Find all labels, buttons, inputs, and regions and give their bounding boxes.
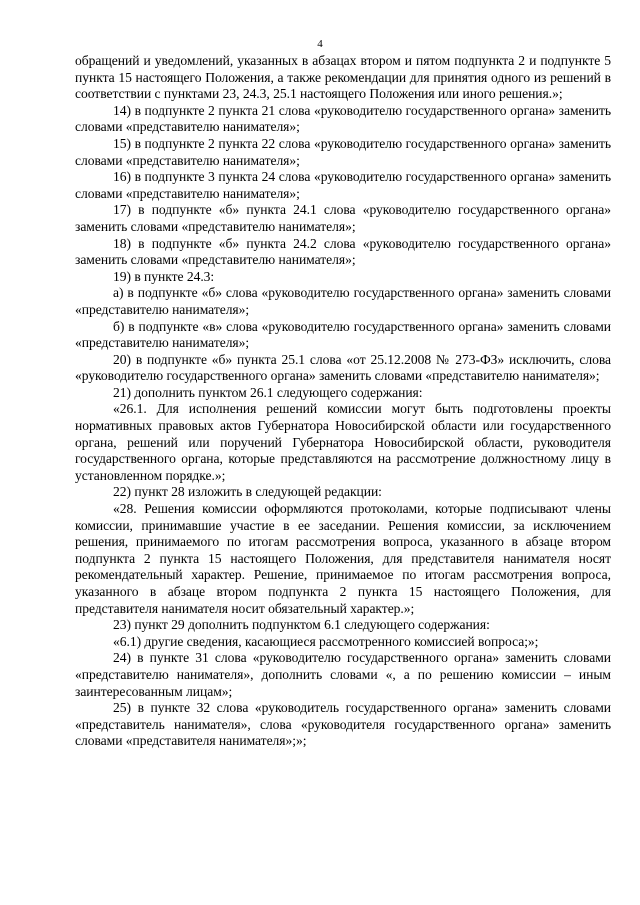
paragraph-item-21: 21) дополнить пунктом 26.1 следующего содержания: bbox=[113, 384, 423, 400]
paragraph-item-15: 15) в подпункте 2 пункта 22 слова «руководителю государственного органа» заменить словами «представителю нанимателя»; bbox=[75, 135, 611, 168]
paragraph-quote-28: «28. Решения комиссии оформляются протоколами, которые подписывают члены комиссии, принимавшие участие в ее заседании. Решения комиссии, за исключением решения, принимаемого по итогам рассмотрения вопроса, указанного в абзаце втором подпункта 2 пункта 15 настоящего Положения, для представителя нанимателя носят рекомендательный характер. Решение, принимаемое по итогам рассмотрения вопроса, указанного в абзаце втором подпункта 2 пункта 15 настоящего Положения, для представителя нанимателя носит обязательный характер.»; bbox=[75, 501, 611, 616]
paragraph-item-17: 17) в подпункте «б» пункта 24.1 слова «руководителю государственного органа» заменить словами «представителю нанимателя»; bbox=[75, 202, 611, 234]
document-body bbox=[75, 53, 611, 750]
paragraph-item-19: 19) в пункте 24.3: bbox=[113, 268, 215, 284]
paragraph-continuation: обращений и уведомлений, указанных в абзацах втором и пятом подпункта 2 и подпункте 5 пункта 15 настоящего Положения, а также рекомендации для принятия одного из решений в соответствии с пунктами 23, 24.3, 25.1 настоящего Положения или иного решения.»; bbox=[75, 53, 611, 102]
page-number: 4 bbox=[317, 38, 323, 50]
paragraph-quote-26-1: «26.1. Для исполнения решений комиссии могут быть подготовлены проекты нормативных правовых актов Губернатора Новосибирской области или государственного органа, решений или поручений Губернатора Новосибирской области, руководителя государственного органа, которые представляются на рассмотрение должностному лицу в установленном порядке.»; bbox=[75, 401, 611, 483]
paragraph-item-19a: а) в подпункте «б» слова «руководителю государственного органа» заменить словами «представителю нанимателя»; bbox=[75, 285, 611, 317]
paragraph-item-24: 24) в пункте 31 слова «руководителю государственного органа» заменить словами «представителю нанимателя», дополнить словами «, а по решению комиссии – иным заинтересованным лицам»; bbox=[75, 650, 611, 699]
paragraph-item-18: 18) в подпункте «б» пункта 24.2 слова «руководителю государственного органа» заменить словами «представителю нанимателя»; bbox=[75, 235, 611, 268]
paragraph-item-16: 16) в подпункте 3 пункта 24 слова «руководителю государственного органа» заменить словами «представителю нанимателя»; bbox=[75, 169, 611, 201]
paragraph-item-14: 14) в подпункте 2 пункта 21 слова «руководителю государственного органа» заменить словами «представителю нанимателя»; bbox=[75, 102, 611, 135]
paragraph-item-20: 20) в подпункте «б» пункта 25.1 слова «от 25.12.2008 № 273-ФЗ» исключить, слова «руководителю государственного органа» заменить словами «представителю нанимателя»; bbox=[75, 351, 611, 384]
paragraph-item-19b: б) в подпункте «в» слова «руководителю государственного органа» заменить словами «представителю нанимателя»; bbox=[75, 318, 611, 351]
paragraph-item-22: 22) пункт 28 изложить в следующей редакции: bbox=[113, 484, 382, 500]
paragraph-item-23: 23) пункт 29 дополнить подпунктом 6.1 следующего содержания: bbox=[113, 617, 490, 633]
paragraph-quote-6-1: «6.1) другие сведения, касающиеся рассмотренного комиссией вопроса;»; bbox=[113, 633, 539, 649]
paragraph-item-25: 25) в пункте 32 слова «руководитель государственного органа» заменить словами «представитель нанимателя», слова «руководителя государственного органа» заменить словами «представителя нанимателя»;»; bbox=[75, 700, 611, 749]
